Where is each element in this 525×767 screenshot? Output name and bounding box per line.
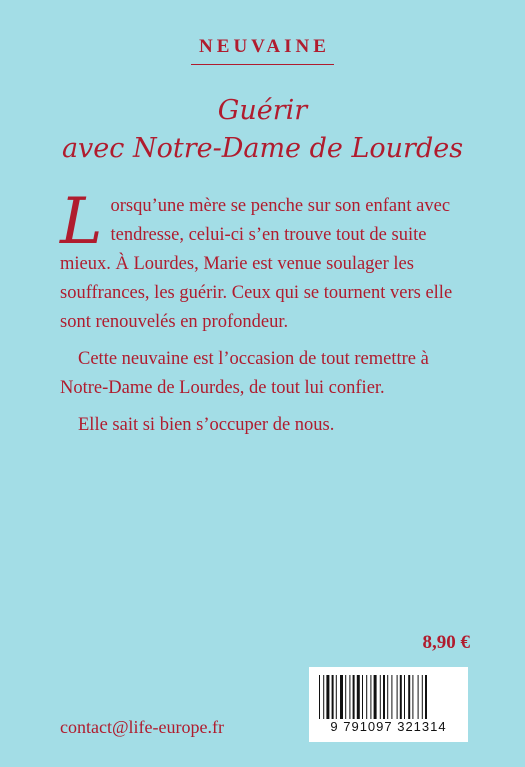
barcode-bar (387, 675, 388, 719)
header (0, 36, 525, 65)
barcode-bar (336, 675, 337, 719)
barcode-bar (349, 675, 350, 719)
barcode-bar (323, 675, 324, 719)
barcode-bar (353, 675, 355, 719)
back-cover-text (60, 185, 475, 440)
barcode-bar (383, 675, 385, 719)
barcode-bar (362, 675, 363, 719)
barcode-bars (319, 675, 458, 719)
paragraph-1-text: orsqu’une mère se penche sur son enfant avec tendresse, celui-ci s’en trouve tout de suite mieux. À Lourdes, Marie est venue soulager les souffrances, les guérir. Ceux qui se tournent vers elle sont renouvelés en profondeur. (60, 196, 453, 332)
barcode-bar (418, 675, 419, 719)
barcode-bar (422, 675, 423, 719)
barcode-number: 9 791097 321314 (330, 719, 447, 734)
barcode-bar (397, 675, 398, 719)
barcode-bar (370, 675, 371, 719)
barcode-bar (357, 675, 360, 719)
barcode-bar (412, 675, 413, 719)
barcode-bar (319, 675, 320, 719)
barcode-bar (400, 675, 402, 719)
contact-email: contact@life-europe.fr (60, 717, 224, 737)
barcode-bar (345, 675, 346, 719)
subtitle-line-1: Guérir (217, 95, 308, 126)
barcode-bar (340, 675, 343, 719)
barcode-bar (326, 675, 329, 719)
barcode-bar (380, 675, 381, 719)
barcode-bar (366, 675, 367, 719)
paragraph-1 (60, 185, 475, 337)
book-subtitle (0, 92, 525, 168)
barcode-bar (404, 675, 405, 719)
book-series-title: NEUVAINE (191, 36, 334, 65)
barcode-bar (408, 675, 410, 719)
price-label: 8,90 € (422, 632, 470, 653)
barcode-bar (425, 675, 427, 719)
drop-cap: L (60, 185, 103, 259)
paragraph-3: Elle sait si bien s’occuper de nous. (78, 415, 335, 435)
subtitle-line-2: avec Notre-Dame de Lourdes (61, 133, 464, 164)
barcode-bar (391, 675, 392, 719)
barcode-bar (374, 675, 377, 719)
barcode (309, 667, 468, 742)
barcode-bar (332, 675, 334, 719)
paragraph-2: Cette neuvaine est l’occasion de tout remettre à Notre-Dame de Lourdes, de tout lui confier. (60, 349, 429, 398)
